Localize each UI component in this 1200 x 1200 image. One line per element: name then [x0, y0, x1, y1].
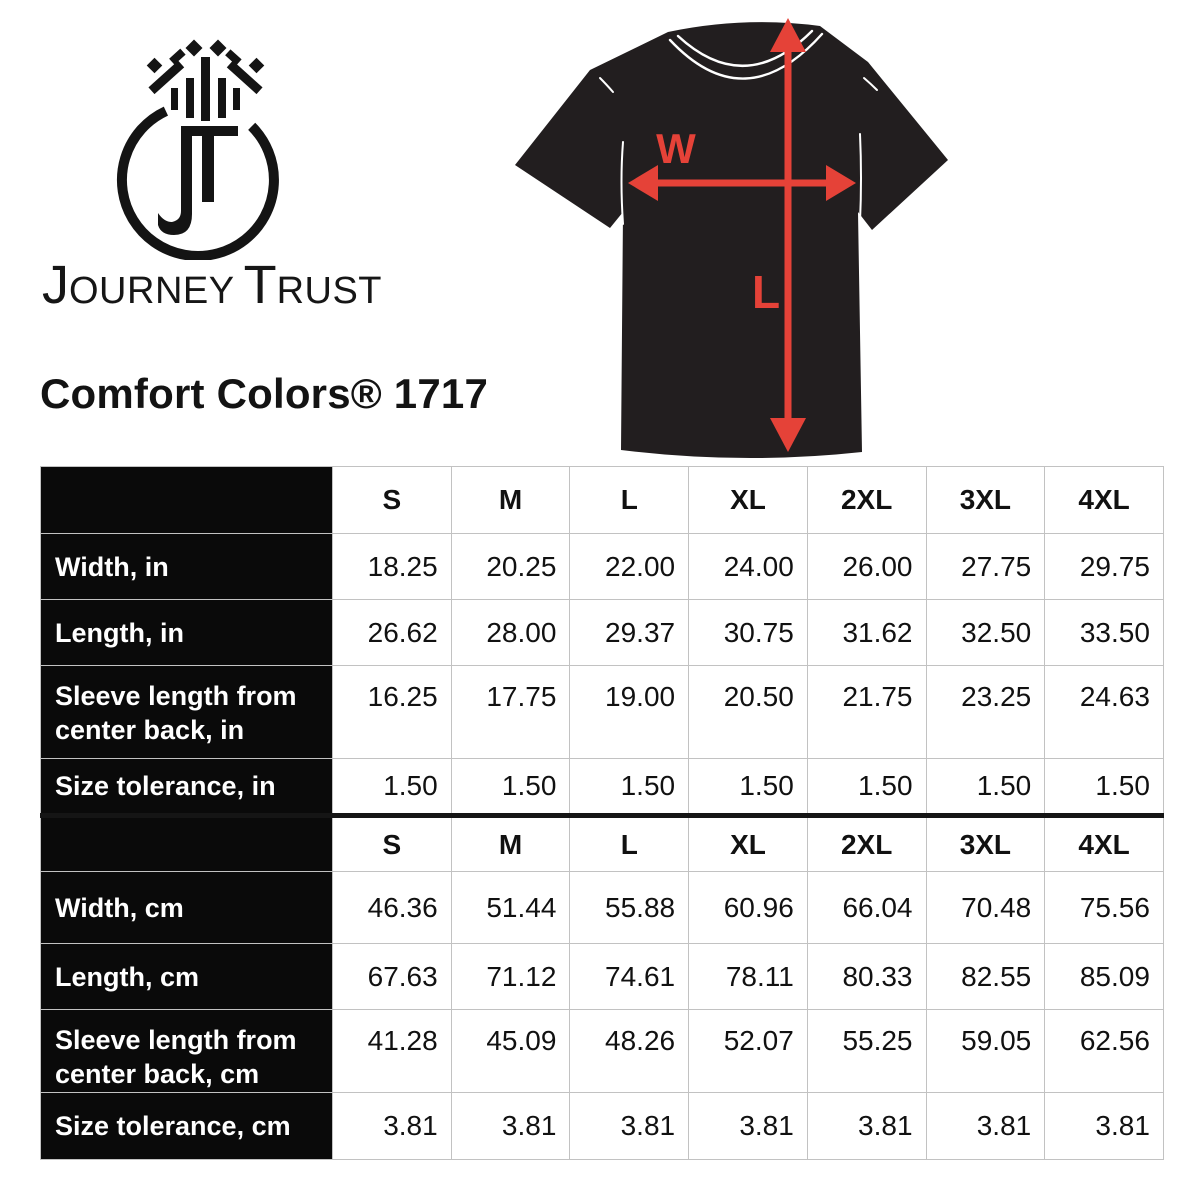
row-label: Length, in: [41, 600, 333, 666]
size-col-header: L: [570, 816, 689, 872]
value-cell: 1.50: [807, 759, 926, 816]
value-cell: 3.81: [451, 1093, 570, 1160]
wordmark-ourney: OURNEY: [69, 270, 235, 312]
size-col-header: 3XL: [926, 467, 1045, 534]
value-cell: 1.50: [1045, 759, 1164, 816]
size-col-header: S: [333, 816, 452, 872]
value-cell: 28.00: [451, 600, 570, 666]
value-cell: 1.50: [689, 759, 808, 816]
value-cell: 78.11: [689, 944, 808, 1010]
value-cell: 3.81: [689, 1093, 808, 1160]
value-cell: 45.09: [451, 1010, 570, 1093]
tshirt-diagram: [480, 8, 980, 466]
value-cell: 74.61: [570, 944, 689, 1010]
value-cell: 22.00: [570, 534, 689, 600]
brand-wordmark: [42, 256, 402, 328]
value-cell: 33.50: [1045, 600, 1164, 666]
size-col-header: 2XL: [807, 816, 926, 872]
value-cell: 48.26: [570, 1010, 689, 1093]
value-cell: 23.25: [926, 666, 1045, 759]
width-arrow-label: W: [656, 125, 696, 172]
size-header-row: [41, 816, 1164, 872]
value-cell: 26.00: [807, 534, 926, 600]
length-arrow-label: L: [751, 266, 781, 318]
size-col-header: L: [570, 467, 689, 534]
size-col-header: XL: [689, 467, 808, 534]
size-col-header: 2XL: [807, 467, 926, 534]
value-cell: 1.50: [570, 759, 689, 816]
value-cell: 32.50: [926, 600, 1045, 666]
table-row: [41, 759, 1164, 816]
jt-monogram-icon: [158, 126, 238, 235]
value-cell: 3.81: [1045, 1093, 1164, 1160]
value-cell: 80.33: [807, 944, 926, 1010]
row-label: Size tolerance, in: [41, 759, 333, 816]
table-row: [41, 944, 1164, 1010]
value-cell: 55.25: [807, 1010, 926, 1093]
value-cell: 66.04: [807, 872, 926, 944]
row-label: Width, cm: [41, 872, 333, 944]
value-cell: 26.62: [333, 600, 452, 666]
table-row: [41, 600, 1164, 666]
value-cell: 41.28: [333, 1010, 452, 1093]
table-row: [41, 666, 1164, 759]
size-col-header: M: [451, 467, 570, 534]
product-title: Comfort Colors® 1717: [40, 370, 489, 417]
size-col-header: S: [333, 467, 452, 534]
table-row: [41, 1010, 1164, 1093]
tshirt-silhouette: [515, 22, 948, 458]
value-cell: 52.07: [689, 1010, 808, 1093]
table-row: [41, 872, 1164, 944]
value-cell: 20.50: [689, 666, 808, 759]
value-cell: 1.50: [926, 759, 1045, 816]
table-row: [41, 534, 1164, 600]
size-col-header: 3XL: [926, 816, 1045, 872]
value-cell: 3.81: [926, 1093, 1045, 1160]
row-label: Sleeve length from center back, cm: [41, 1010, 333, 1093]
wordmark-j: J: [42, 255, 69, 315]
corner-cell: [41, 816, 333, 872]
value-cell: 21.75: [807, 666, 926, 759]
table-row: [41, 1093, 1164, 1160]
size-header-row: [41, 467, 1164, 534]
wordmark-rust: RUST: [276, 270, 383, 312]
journey-trust-logo: [60, 28, 340, 260]
value-cell: 67.63: [333, 944, 452, 1010]
value-cell: 17.75: [451, 666, 570, 759]
row-label: Sleeve length from center back, in: [41, 666, 333, 759]
size-col-header: 4XL: [1045, 467, 1164, 534]
value-cell: 71.12: [451, 944, 570, 1010]
value-cell: 27.75: [926, 534, 1045, 600]
value-cell: 1.50: [451, 759, 570, 816]
value-cell: 59.05: [926, 1010, 1045, 1093]
corner-cell: [41, 467, 333, 534]
value-cell: 46.36: [333, 872, 452, 944]
value-cell: 75.56: [1045, 872, 1164, 944]
value-cell: 29.37: [570, 600, 689, 666]
value-cell: 1.50: [333, 759, 452, 816]
value-cell: 85.09: [1045, 944, 1164, 1010]
size-col-header: XL: [689, 816, 808, 872]
value-cell: 24.63: [1045, 666, 1164, 759]
value-cell: 20.25: [451, 534, 570, 600]
value-cell: 18.25: [333, 534, 452, 600]
size-col-header: 4XL: [1045, 816, 1164, 872]
size-col-header: M: [451, 816, 570, 872]
value-cell: 70.48: [926, 872, 1045, 944]
value-cell: 60.96: [689, 872, 808, 944]
value-cell: 3.81: [807, 1093, 926, 1160]
wordmark-t: T: [243, 255, 277, 315]
size-table: [40, 466, 1164, 1160]
value-cell: 55.88: [570, 872, 689, 944]
value-cell: 82.55: [926, 944, 1045, 1010]
value-cell: 3.81: [333, 1093, 452, 1160]
value-cell: 31.62: [807, 600, 926, 666]
value-cell: 19.00: [570, 666, 689, 759]
value-cell: 30.75: [689, 600, 808, 666]
value-cell: 29.75: [1045, 534, 1164, 600]
row-label: Length, cm: [41, 944, 333, 1010]
value-cell: 51.44: [451, 872, 570, 944]
value-cell: 24.00: [689, 534, 808, 600]
value-cell: 62.56: [1045, 1010, 1164, 1093]
value-cell: 3.81: [570, 1093, 689, 1160]
value-cell: 16.25: [333, 666, 452, 759]
row-label: Size tolerance, cm: [41, 1093, 333, 1160]
row-label: Width, in: [41, 534, 333, 600]
